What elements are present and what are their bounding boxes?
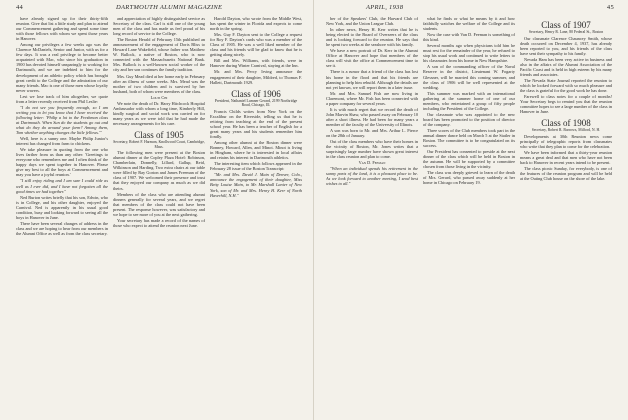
paragraph: Mrs. Guy F. Dayton sent to the College a request for Roy F. Dayton's cards who was a member of the Class of 1905. He was a well liked member of the class and his friends will be glad to know that he is getting along nicely. bbox=[210, 32, 302, 58]
secretary-line: Secretary, Robert F. Harmon, Knollwood Court, Cambridge, Mass. bbox=[113, 139, 205, 149]
left-column-3 bbox=[210, 16, 302, 416]
left-column-2 bbox=[113, 16, 205, 416]
left-column-1 bbox=[16, 16, 108, 416]
paragraph: Lest we lose track of him altogether, we quote from a letter recently received from Phil Leslie: bbox=[16, 93, 108, 104]
paragraph: Your secretary has made a record of the names of those who expect to attend the reunion next June. bbox=[113, 217, 205, 228]
class-heading: Class of 1908 bbox=[541, 118, 591, 129]
paragraph: Several months ago when physicians told him he must rest for the remainder of the year, he refused to stop his usual work and continued to write letters to his classmates from his home in New Hampshire. bbox=[423, 43, 515, 64]
class-heading: Class of 1905 bbox=[134, 129, 184, 140]
paragraph: We note the death of Dr. Harry Hitchcock Hospital Ambassador with whom a long time, Kimberly Hill, kindly surgical and social work was carried on for many years as we were told that he had made the necessary arrangements for his care. bbox=[113, 100, 205, 126]
quoted-paragraph: "When an individual spends his retirement in the sunny parts of the land, it is a pleasant place to be. As we look forward to another meeting, I send best wishes to all." bbox=[326, 166, 418, 187]
byline: Louis Chi bbox=[150, 94, 168, 100]
right-page-header bbox=[326, 4, 614, 14]
paragraph: It is with much regret that we record the death of John Marvin Shaw, who passed away on February 10 after a short illness. He had been for many years a member of the faculty of the University of Illinois. bbox=[326, 106, 418, 127]
left-running-title: DARTMOUTH ALUMNI MAGAZINE bbox=[116, 4, 223, 11]
paragraph: A son of the commanding officer of the Naval Reserve in the district, Lieutenant W. Fogarty Glessner, will be married this coming summer, and the class of 1906 will be well represented at the wedding. bbox=[423, 64, 515, 90]
paragraph: ber of the Speakers' Club, the Harvard Club of New York, and the Union League Club. bbox=[326, 16, 418, 27]
secretary-line: President, Nathaniel Lumner Gerard, 2199 Northridge Road, Chicago, Ill. bbox=[214, 98, 298, 108]
paragraph: Among our privileges a few weeks ago was the Clarence McDaniels, Senior and Junior, with us for a few days. It was a real privilege to become better acquainted with Mac, who since his graduation in 1900 has devoted himself unsparingly to working for Dartmouth, and we are indebted to him for the development of an athletic policy which has brought great credit to the College and the admiration of our many friends. Mac is one of those men whose loyalty never wavers. bbox=[16, 42, 108, 93]
quoted-paragraph: "Mr. and Mrs. David J. Main of Denver, Colo., announce the engagement of their daughter, Miss Betty Louise Main, to Mr. Marshall Lanier of New York, son of Mr. and Mrs. Henry H. Kerr of North Haverhill, N.H." bbox=[210, 172, 302, 198]
paragraph: The class picnic Sunday, for everybody, is one of the features of the reunion program and will be held at the Outing Club house on the shore of the lake. bbox=[520, 166, 612, 182]
class-heading: Class of 1906 bbox=[231, 88, 281, 99]
paragraph: Developments at 30th Reunion news come principally of telegraphic reports from classmates who write that they plan to come for the celebration. bbox=[520, 133, 612, 149]
byline: Van D. Feeman bbox=[358, 160, 386, 166]
class-heading: Class of 1907 bbox=[541, 20, 591, 30]
paragraph: The class was deeply grieved to learn of the death of Mrs. Gerard, who passed away suddenly at her home in Chicago on February 19. bbox=[423, 170, 515, 186]
paragraph: Our classmate who was appointed to the new board has been promoted to the position of director of the company. bbox=[423, 111, 515, 127]
paragraph: The interesting item which follows appeared in the February 28 issue of the Boston Transcript: bbox=[210, 161, 302, 172]
paragraph: Harold Dayton, who wrote from the Middle West, has spent the winter in Florida and expects to come north in the spring. bbox=[210, 16, 302, 32]
paragraph: what he finds or what he means by it and how faithfully watches the welfare of the College and its students. bbox=[423, 16, 515, 32]
right-column-3 bbox=[520, 16, 612, 416]
paragraph: Among other alumni at the Boston dinner were Bonney, Howard, Allen, and Minot. Minot is living in Hingham, where he is interested in local affairs and retains his interest in Dartmouth athletics. bbox=[210, 140, 302, 161]
paragraph: Members of the class who are attending alumni dinners generally for several years, and we regret that members of the class could not have been present. The response however, was satisfactory and we hope to see more of you at the next gathering. bbox=[113, 191, 205, 217]
right-page bbox=[314, 0, 628, 420]
paragraph: There have been several changes of address in the class and we are hoping to hear from our members in the Alumni Office as well as from the class secretary. bbox=[16, 220, 108, 236]
paragraph: The following men were present at the Boston alumni dinner at the Copley Plaza Hotel: Robinson, Chamberlain, Donnelly, Lillard, Gallup, Reid, Wilkinson and Harding. Two extra chairs at our table were filled by Ray Gorton and James Freeman of the class of 1907. We welcomed their presence and trust that they enjoyed our company as much as we did theirs. bbox=[113, 150, 205, 191]
right-page-number: 45 bbox=[606, 4, 614, 11]
paragraph: In other news, Henry H. Kerr writes that he is being elected to the Board of Overseers of the class and is looking forward to the reunion. He says that he spent two weeks at the seashore with his family. bbox=[326, 27, 418, 48]
paragraph: and appreciation of highly distinguished service as Secretary of the class. Carl is still one of the young men of the class and has made us feel proud of his long record of service to the College. bbox=[113, 16, 205, 37]
paragraph: Our classmate Clarence Chauncey Smith, whose death occurred on December 4, 1937, has already been reported to you, and his friends of the class have sent their sympathy to his family. bbox=[520, 35, 612, 56]
paragraph: We have a new portrait of Dr. Kerr in the Alumni Office at Hanover and hope that members of the class will visit the office at Commencement time to see it. bbox=[326, 48, 418, 69]
paragraph: A son was born to Mr. and Mrs. Arthur L. Pierce on the 28th of January. bbox=[326, 127, 418, 139]
paragraph: The Boston Herald of February 15th published an announcement of the engagement of Doris Bliss to Howard Lane Wakefield, whose father was Matthew W. Bullock, a native of Boston, who is now connected with the Massachusetts National Bank. Mrs. Bullock is a well-known social worker of the city and her son continues the family tradition. bbox=[113, 37, 205, 73]
right-column-1 bbox=[326, 16, 418, 416]
quoted-paragraph: "I do not see you frequently enough, so I am writing you to let you know that I have received the following letter: 'Philip a lot to the Freshman class at Dartmouth. When Sun do the students go out and what do they do around your farm? Among them, Tom whether anything changes the little fellows.'" bbox=[16, 104, 108, 136]
paragraph: Mr. and Mrs. Samuel Fish are now living in Claremont, where Mr. Fish has been connected with a paper company for several years. bbox=[326, 90, 418, 106]
paragraph: Bill and Mrs. Williams, with friends, were in Hanover during Winter Carnival, staying at the Inn. bbox=[210, 58, 302, 69]
paragraph: Three scores of the Club members took part in the annual dinner dance held on March 5 at the Statler in Boston. The committee is to be congratulated on its success. bbox=[423, 127, 515, 149]
secretary-line: Secretary, Robert R. Barrows, Milford, N. H. bbox=[531, 128, 601, 133]
secretary-line: Secretary, Henry R. Lane, 80 Federal St., Boston bbox=[528, 30, 604, 34]
paragraph: Now the case with Van D. Feeman is something of this kind. bbox=[423, 32, 515, 43]
paragraph: Farewell to class notes for a couple of months! Your Secretary begs to remind you that the reunion committee hopes to see a large number of the class in Hanover in June. bbox=[520, 94, 612, 115]
paragraph: Our President has consented to preside at the next dinner of the class which will be held in Boston in the autumn. He will be supported by a committee chosen from those living in the vicinity. bbox=[423, 149, 515, 170]
paragraph: Nevada Ham has been very active in business and also in the affairs of the Alumni Association of the Pacific Coast and is held in high esteem by his many friends and associates. bbox=[520, 56, 612, 77]
paragraph: This summer was marked with an international gathering at the summer home of one of our members, who entertained a group of fifty people including the President of the College. bbox=[423, 90, 515, 111]
paragraph: Mrs. Guy Mead died at her home early in February after an illness of some weeks. Mrs. Mead was the mother of two children and is survived by her husband, both of whom were members of the class. bbox=[113, 73, 205, 94]
left-page-header bbox=[16, 4, 302, 14]
left-page-number: 44 bbox=[16, 4, 24, 11]
paragraph: Mr. and Mrs. Percy Irving announce the engagement of their daughter, Mildred, to Thomas F. Hallett, Dartmouth 1929. bbox=[210, 69, 302, 85]
paragraph: Out of the class members who have their homes in the vicinity of Boston, Mr. Jones writes that a surprisingly large number have shown great interest in the class reunion and plan to come. bbox=[326, 139, 418, 160]
right-running-title: APRIL, 1938 bbox=[366, 4, 404, 11]
quoted-paragraph: "I still enjoy riding and I am sure I could ride as well as I ever did, and I have not forgotten all the good times we had together." bbox=[16, 178, 108, 194]
paragraph: There is a rumor that a friend of the class has lost his home in the flood and that his friends are planning to help him rebuild. Although the details are not yet known, we will report them in a later issue. bbox=[326, 69, 418, 90]
paragraph: Well, here is a sunny one. Maybe Philip Junior's interest has changed from farm to chickens. bbox=[16, 136, 108, 147]
paragraph: Francis Childs writes from New York on the Excalibur on the Riverside, telling us that he is retiring from teaching at the end of the present school year. He has been a teacher of English for a great many years and his students remember him fondly. bbox=[210, 108, 302, 140]
paragraph: We have been informed that a thirty-year reunion means a great deal and that men who have not been back to Hanover in recent years intend to be present. bbox=[520, 150, 612, 166]
paragraph: The Nevada State Journal reported the reunion to which he looked forward with so much pleasure and the class is grateful for the good work he has done. bbox=[520, 77, 612, 94]
paragraph: have already signed up for their thirty-fifth reunion. Give that list a little study and plan to attend our Commencement gathering and spend some time with those fellows with whom we spent those years in Hanover. bbox=[16, 16, 108, 42]
right-column-2 bbox=[423, 16, 515, 416]
paragraph: Ned Burton writes briefly that his son, Edwin, who is in College, and his other daughter, enjoyed the Carnival. Ned is apparently in his usual good condition, busy and looking forward to seeing all the boys in Hanover in June. bbox=[16, 194, 108, 220]
paragraph: We take pleasure in quoting from the one who lives farther from us than any other: 'Greetings to everyone who remembers me and I often think of the happy days we spent together in Hanover. Please give my best to all the boys at Commencement and may you have a joyful reunion.' bbox=[16, 147, 108, 178]
